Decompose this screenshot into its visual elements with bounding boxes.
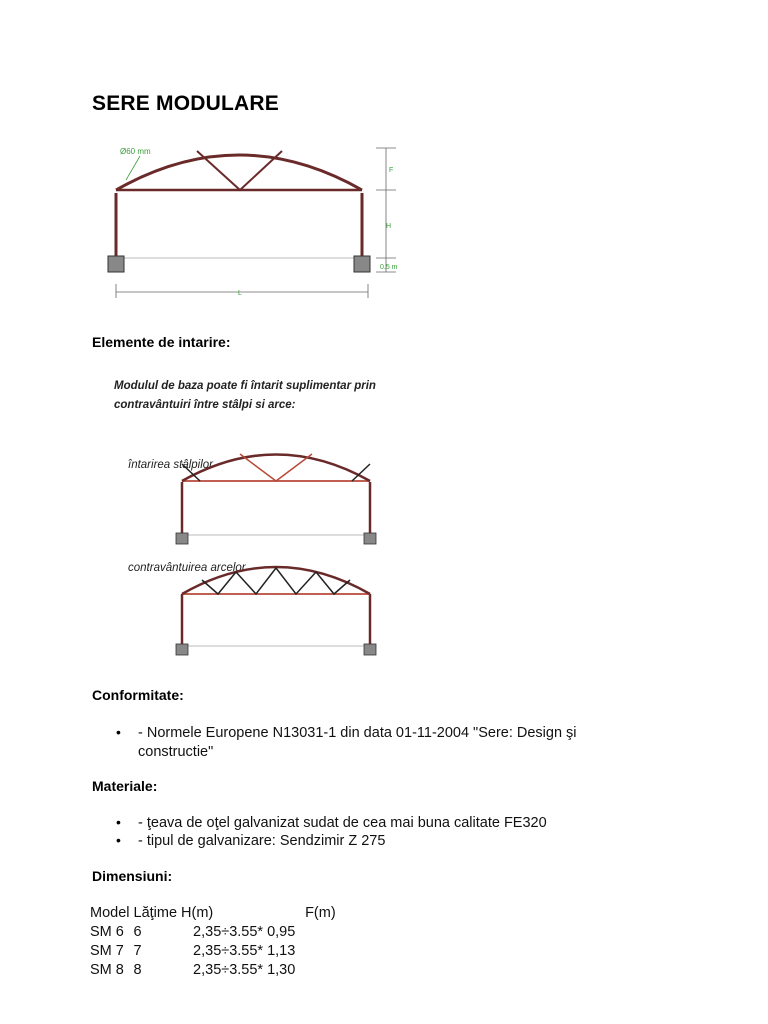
right-foot: [354, 256, 370, 272]
reinforcement-caption-line2: contravântuiri între stâlpi si arce:: [114, 399, 296, 411]
conformitate-line2: constructie": [138, 744, 214, 760]
table-cell: SM 8: [90, 961, 124, 978]
bullet-marker: •: [116, 724, 121, 740]
section-heading-conformitate: Conformitate:: [92, 687, 184, 703]
table-cell: 0,95: [267, 923, 296, 940]
section-heading-intarire: Elemente de intarire:: [92, 334, 231, 350]
section-heading-materiale: Materiale:: [92, 778, 158, 794]
table-cell: 2,35÷3.55*: [193, 961, 264, 978]
dim-h-label: H: [386, 223, 392, 230]
pipe-label-leader: [126, 156, 140, 180]
reinforcement-caption-line1: Modulul de baza poate fi întarit suplimentar prin: [114, 380, 376, 392]
table-cell: 8: [133, 961, 142, 978]
table-header-cell: Lăţime: [133, 904, 178, 921]
table-cell: 2,35÷3.55*: [193, 942, 264, 959]
table-header-row: [88, 903, 338, 922]
table-cell: 7: [133, 942, 142, 959]
conformitate-line1: - Normele Europene N13031-1 din data 01-11-2004 "Sere: Design şi: [138, 725, 577, 741]
label-intarirea-stalpilor: întarirea stâlpilor: [128, 459, 214, 471]
arch: [116, 155, 362, 190]
pipe-diameter-label: Ø60 mm: [120, 147, 151, 156]
table-header-cell: H(m): [181, 904, 214, 921]
greenhouse-frame-diagram: [100, 138, 410, 303]
bullet-marker: •: [116, 814, 121, 830]
dim-l-label: L: [238, 290, 242, 297]
table-row: [88, 941, 338, 960]
table-cell: 1,30: [267, 961, 296, 978]
materiale-item2: - tipul de galvanizare: Sendzimir Z 275: [138, 833, 386, 849]
page-title: SERE MODULARE: [92, 92, 279, 115]
left-foot: [108, 256, 124, 272]
bullet-marker: •: [116, 832, 121, 848]
table-row: [88, 960, 338, 979]
table-header-cell: F(m): [305, 904, 336, 921]
table-row: [88, 922, 338, 941]
label-contravantuirea-arcelor: contravântuirea arcelor: [128, 562, 246, 574]
reinforcement-diagram: [110, 372, 400, 664]
table-cell: 1,13: [267, 942, 296, 959]
section-heading-dimensiuni: Dimensiuni:: [92, 868, 173, 884]
dim-f-label: F: [389, 167, 394, 174]
table-cell: SM 7: [90, 942, 124, 959]
table-cell: SM 6: [90, 923, 124, 940]
materiale-item1: - ţeava de oţel galvanizat sudat de cea mai buna calitate FE320: [138, 815, 547, 831]
table-cell: 2,35÷3.55*: [193, 923, 264, 940]
table-header-cell: Model: [90, 904, 130, 921]
table-cell: 6: [133, 923, 142, 940]
dimensions-table: [88, 903, 338, 979]
dim-base-label: 0.5 m: [380, 264, 398, 271]
